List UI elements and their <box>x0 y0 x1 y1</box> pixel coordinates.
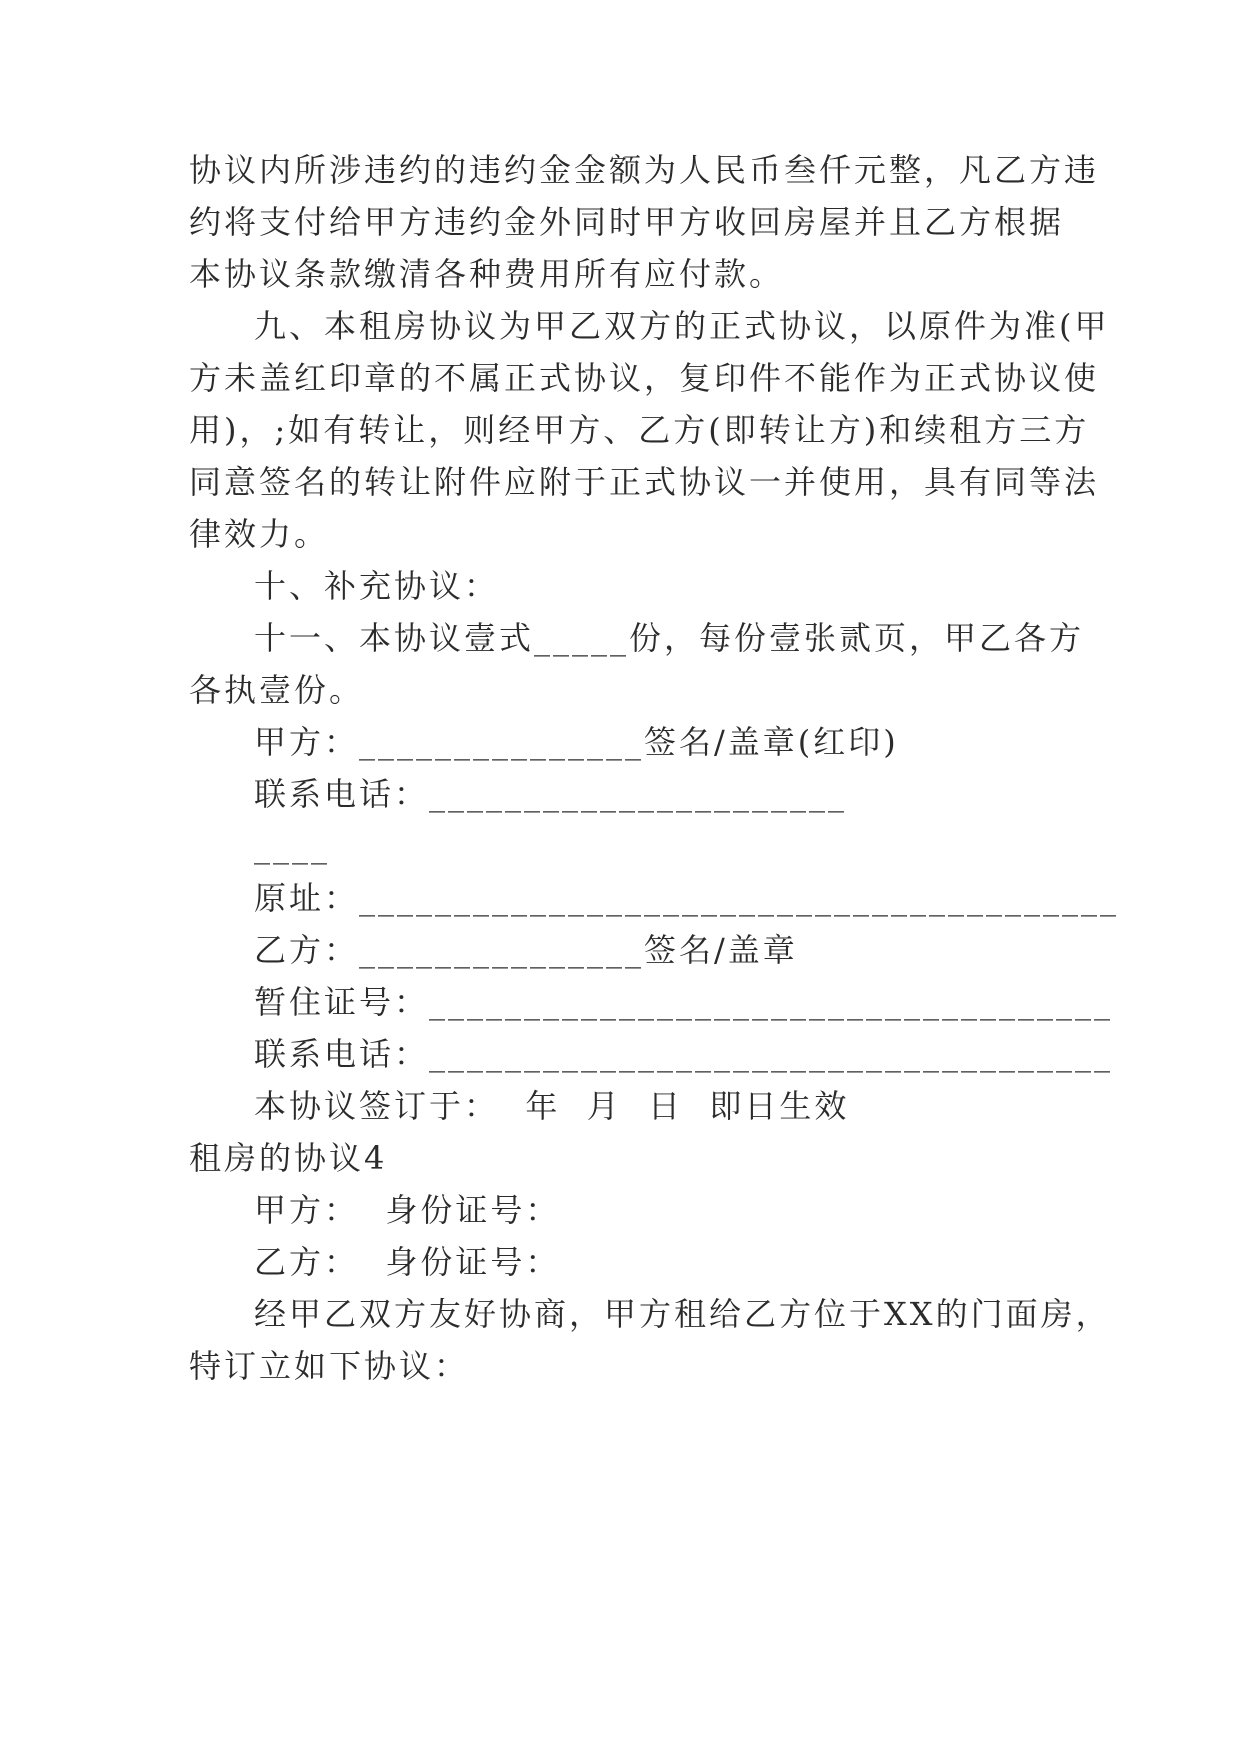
paragraph-line: 同意签名的转让附件应附于正式协议一并使用，具有同等法 <box>189 463 1100 501</box>
paragraph-line: 特订立如下协议： <box>189 1347 470 1385</box>
address-line: 原址：________________________________________ <box>254 879 1120 917</box>
party-a-phone-line: 联系电话：______________________ <box>254 775 848 813</box>
paragraph-line: 协议内所涉违约的违约金金额为人民币叁仟元整，凡乙方违 <box>189 151 1100 189</box>
blank-underline: ____ <box>254 827 330 865</box>
signing-date-line: 本协议签订于： 年 月 日 即日生效 <box>254 1087 850 1125</box>
party-b-phone-line: 联系电话：____________________________________ <box>254 1035 1114 1073</box>
paragraph-line: 各执壹份。 <box>189 671 365 709</box>
paragraph-line: 律效力。 <box>189 515 330 553</box>
party-a-signature-line: 甲方：_______________签名/盖章(红印) <box>254 723 899 761</box>
clause-nine-line: 九、本租房协议为甲乙双方的正式协议，以原件为准(甲 <box>254 307 1110 345</box>
paragraph-line: 经甲乙双方友好协商，甲方租给乙方位于XX的门面房， <box>254 1295 1111 1333</box>
clause-eleven-line: 十一、本协议壹式_____份，每份壹张贰页，甲乙各方 <box>254 619 1085 657</box>
party-b-id-line: 乙方： 身份证号： <box>254 1243 561 1281</box>
residence-permit-line: 暂住证号：____________________________________ <box>254 983 1114 1021</box>
party-b-signature-line: 乙方：_______________签名/盖章 <box>254 931 798 969</box>
paragraph-line: 方未盖红印章的不属正式协议，复印件不能作为正式协议使 <box>189 359 1100 397</box>
paragraph-line: 约将支付给甲方违约金外同时甲方收回房屋并且乙方根据 <box>189 203 1065 241</box>
clause-ten-line: 十、补充协议： <box>254 567 500 605</box>
paragraph-line: 用)，;如有转让，则经甲方、乙方(即转让方)和续租方三方 <box>189 411 1090 449</box>
section-title: 租房的协议4 <box>189 1139 388 1177</box>
party-a-id-line: 甲方： 身份证号： <box>254 1191 561 1229</box>
paragraph-line: 本协议条款缴清各种费用所有应付款。 <box>189 255 785 293</box>
